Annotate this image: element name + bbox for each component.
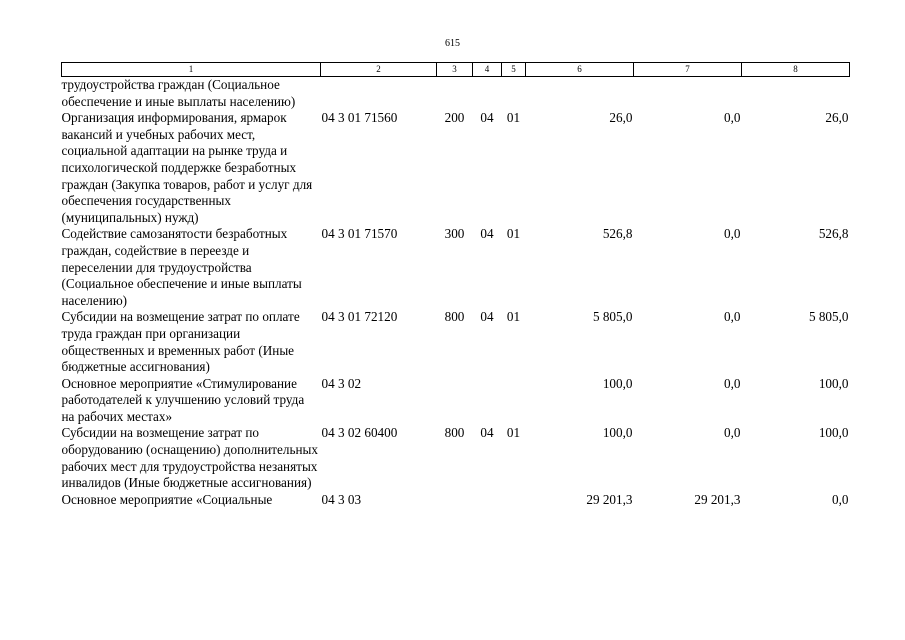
table-row bbox=[62, 376, 850, 426]
table-row bbox=[62, 309, 850, 375]
row-code: 04 3 02 bbox=[321, 375, 362, 391]
row-federal: 0,0 bbox=[724, 226, 741, 242]
page-number: 615 bbox=[445, 38, 460, 49]
row-expense-type bbox=[437, 492, 473, 509]
column-header-7: 7 bbox=[634, 63, 742, 77]
row-federal bbox=[634, 77, 742, 111]
row-code: 04 3 03 bbox=[321, 491, 362, 507]
row-name: Субсидии на возмещение затрат по оборудованию (оснащению) дополнительных рабочих мест для трудоустройства незанятых инвалидов (Иные бюджетные ассигнования) bbox=[61, 425, 318, 491]
row-expense-type: 300 bbox=[444, 226, 465, 242]
row-expense-type: 800 bbox=[444, 425, 465, 441]
row-expense-type bbox=[437, 77, 473, 111]
row-section: 04 bbox=[480, 110, 494, 126]
table-row bbox=[62, 110, 850, 226]
row-federal: 0,0 bbox=[724, 425, 741, 441]
row-name: Содействие самозанятости безработных граждан, содействие в переезде и переселении для трудоустройства (Социальное обеспечение и иные выплаты населению) bbox=[61, 226, 302, 308]
column-header-8: 8 bbox=[742, 63, 850, 77]
column-number-row bbox=[62, 63, 850, 77]
column-header-5: 5 bbox=[502, 63, 526, 77]
row-federal: 29 201,3 bbox=[694, 491, 741, 507]
row-subsection bbox=[502, 77, 526, 111]
table-row bbox=[62, 425, 850, 491]
budget-table bbox=[61, 62, 850, 508]
row-section: 04 bbox=[480, 226, 494, 242]
row-regional: 100,0 bbox=[818, 425, 849, 441]
row-regional: 0,0 bbox=[832, 491, 849, 507]
row-section bbox=[473, 376, 502, 426]
column-header-2: 2 bbox=[321, 63, 437, 77]
row-regional: 100,0 bbox=[818, 375, 849, 391]
column-header-6: 6 bbox=[526, 63, 634, 77]
row-federal: 0,0 bbox=[724, 309, 741, 325]
row-federal: 0,0 bbox=[724, 375, 741, 391]
table-row bbox=[62, 492, 850, 509]
row-regional: 5 805,0 bbox=[808, 309, 849, 325]
table-row bbox=[62, 77, 850, 111]
row-code: 04 3 01 72120 bbox=[321, 309, 398, 325]
row-total: 26,0 bbox=[609, 110, 633, 126]
row-name: Основное мероприятие «Стимулирование работодателей к улучшению условий труда на рабочих местах» bbox=[61, 375, 305, 424]
column-header-4: 4 bbox=[473, 63, 502, 77]
column-header-1: 1 bbox=[62, 63, 321, 77]
row-name: трудоустройства граждан (Социальное обеспечение и иные выплаты населению) bbox=[61, 77, 296, 109]
row-total: 5 805,0 bbox=[592, 309, 633, 325]
row-section bbox=[473, 492, 502, 509]
row-subsection: 01 bbox=[506, 110, 521, 126]
column-header-3: 3 bbox=[437, 63, 473, 77]
row-section bbox=[473, 77, 502, 111]
row-section: 04 bbox=[480, 425, 494, 441]
row-name: Основное мероприятие «Социальные bbox=[61, 491, 273, 507]
row-name: Организация информирования, ярмарок вакансий и учебных рабочих мест, социальной адаптации на рынке труда и психологической поддержке безработных граждан (Закупка товаров, работ и услуг для обеспечения государственных (муниципальных) нужд) bbox=[61, 110, 313, 225]
row-regional: 26,0 bbox=[825, 110, 849, 126]
row-subsection: 01 bbox=[506, 226, 521, 242]
row-total: 100,0 bbox=[602, 375, 633, 391]
row-section: 04 bbox=[480, 309, 494, 325]
row-federal: 0,0 bbox=[724, 110, 741, 126]
row-code: 04 3 01 71560 bbox=[321, 110, 398, 126]
row-total bbox=[526, 77, 634, 111]
row-regional: 526,8 bbox=[818, 226, 849, 242]
row-regional bbox=[742, 77, 850, 111]
row-total: 29 201,3 bbox=[586, 491, 633, 507]
row-subsection: 01 bbox=[506, 425, 521, 441]
table-row bbox=[62, 226, 850, 309]
row-code: 04 3 02 60400 bbox=[321, 425, 398, 441]
row-subsection: 01 bbox=[506, 309, 521, 325]
row-total: 526,8 bbox=[602, 226, 633, 242]
row-expense-type bbox=[437, 376, 473, 426]
row-subsection bbox=[502, 492, 526, 509]
row-code bbox=[321, 77, 437, 111]
row-total: 100,0 bbox=[602, 425, 633, 441]
row-name: Субсидии на возмещение затрат по оплате труда граждан при организации общественных и временных работ (Иные бюджетные ассигнования) bbox=[61, 309, 300, 375]
row-code: 04 3 01 71570 bbox=[321, 226, 398, 242]
row-expense-type: 800 bbox=[444, 309, 465, 325]
row-subsection bbox=[502, 376, 526, 426]
row-expense-type: 200 bbox=[444, 110, 465, 126]
